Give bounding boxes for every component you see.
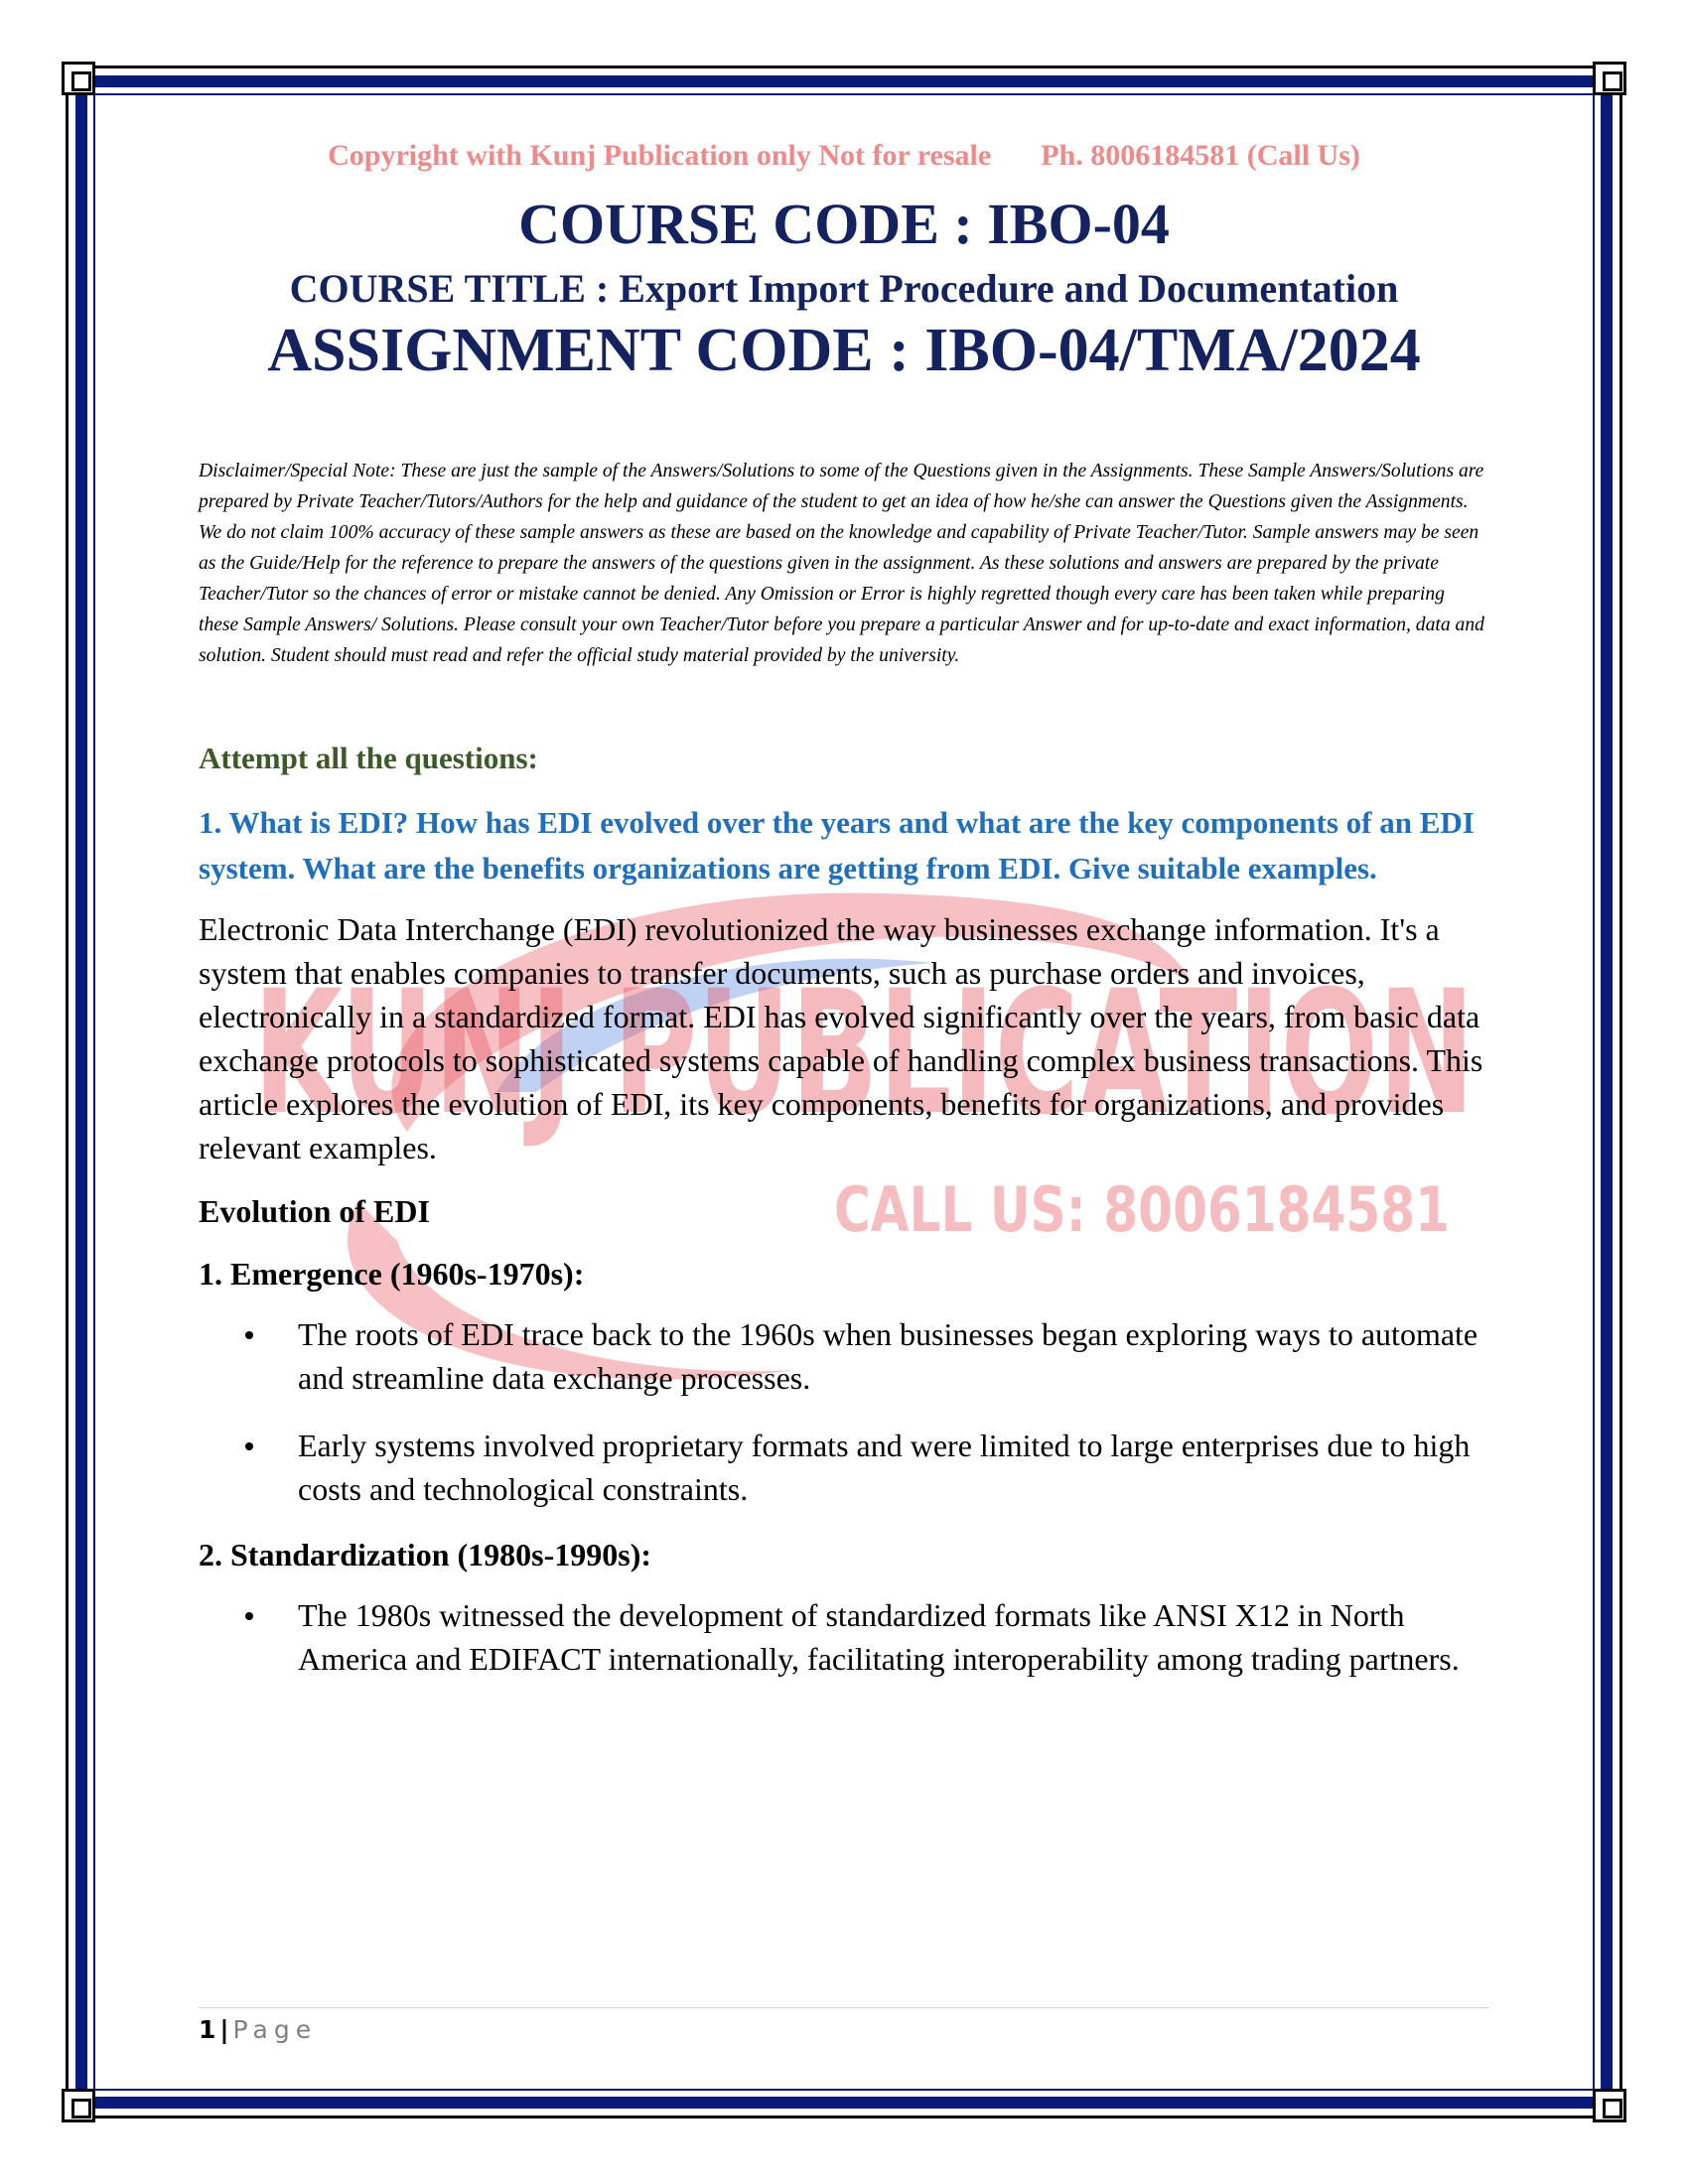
list-item-text: Early systems involved proprietary formats and were limited to large enterprises due to high costs and technological constraints. bbox=[298, 1428, 1471, 1507]
corner-ornament-bottom-left bbox=[62, 2089, 95, 2122]
bullet-list-standardization bbox=[199, 1593, 1489, 1681]
course-title: COURSE TITLE : Export Import Procedure and Documentation bbox=[289, 266, 1399, 311]
list-item bbox=[298, 1312, 1489, 1400]
page-content bbox=[199, 139, 1489, 1705]
section-heading: Evolution of EDI bbox=[199, 1193, 430, 1229]
page-label: Page bbox=[232, 2015, 318, 2044]
course-code: COURSE CODE : IBO-04 bbox=[518, 192, 1170, 256]
watermark-call: CALL US: 8006184581 bbox=[834, 1173, 1450, 1246]
disclaimer-note: Disclaimer/Special Note: These are just the sample of the Answers/Solutions to some of the Questions given in the Assignments. These Sample Answers/Solutions are prepared by Private Teacher/Tutors/Authors for the help and guidance of the student to get an idea of how he/she can answer the Questions given the Assignments. We do not claim 100% accuracy of these sample answers as these are based on the knowledge and capability of Private Teacher/Tutor. Sample answers may be seen as the Guide/Help for the reference to prepare the answers of the questions given in the assignment. As these solutions and answers are prepared by the private Teacher/Tutor so the chances of error or mistake cannot be denied. Any Omission or Error is highly regretted though every care has been taken while preparing these Sample Answers/ Solutions. Please consult your own Teacher/Tutor before you prepare a particular Answer and for up-to-date and exact information, data and solution. Student should must read and refer the official study material provided by the university. bbox=[199, 461, 1484, 666]
instruction-heading: Attempt all the questions: bbox=[199, 741, 538, 775]
question-1: 1. What is EDI? How has EDI evolved over the years and what are the key components of an EDI system. What are the benefits organizations are getting from EDI. Give suitable examples. bbox=[199, 805, 1475, 886]
copyright-text: Copyright with Kunj Publication only Not for resale bbox=[328, 139, 992, 172]
list-item bbox=[298, 1593, 1489, 1681]
bullet-icon bbox=[245, 1442, 253, 1450]
subsection-heading-emergence: 1. Emergence (1960s-1970s): bbox=[199, 1256, 585, 1292]
contact-phone: Ph. 8006184581 (Call Us) bbox=[1041, 139, 1360, 172]
bullet-icon bbox=[245, 1612, 253, 1620]
watermark-brand: KUNJ PUBLICATION bbox=[253, 953, 1475, 1153]
subsection-heading-standardization: 2. Standardization (1980s-1990s): bbox=[199, 1537, 652, 1572]
copyright-notice bbox=[199, 139, 1489, 173]
assignment-code: ASSIGNMENT CODE : IBO-04/TMA/2024 bbox=[267, 317, 1421, 384]
answer-intro-paragraph: Electronic Data Interchange (EDI) revolutionized the way businesses exchange information. It's a system that enables companies to transfer documents, such as purchase orders and invoices, electronically in a standardized format. EDI has evolved significantly over the years, from basic data exchange protocols to sophisticated systems capable of handling complex business transactions. This article explores the evolution of EDI, its key components, benefits for organizations, and provides relevant examples. bbox=[199, 911, 1483, 1165]
list-item-text: The roots of EDI trace back to the 1960s when businesses began exploring ways to automate and streamline data exchange processes. bbox=[298, 1316, 1478, 1396]
bullet-icon bbox=[245, 1331, 253, 1339]
bullet-list-emergence bbox=[199, 1312, 1489, 1511]
list-item-text: The 1980s witnessed the development of standardized formats like ANSI X12 in North America and EDIFACT internationally, facilitating interoperability among trading partners. bbox=[298, 1597, 1460, 1677]
corner-ornament-bottom-right bbox=[1593, 2089, 1626, 2122]
footer-divider bbox=[199, 2007, 1489, 2008]
corner-ornament-top-left bbox=[62, 62, 95, 95]
corner-ornament-top-right bbox=[1593, 62, 1626, 95]
list-item bbox=[298, 1424, 1489, 1511]
page-footer bbox=[199, 2015, 317, 2044]
footer-separator: | bbox=[219, 2015, 229, 2044]
page-number: 1 bbox=[199, 2015, 216, 2044]
